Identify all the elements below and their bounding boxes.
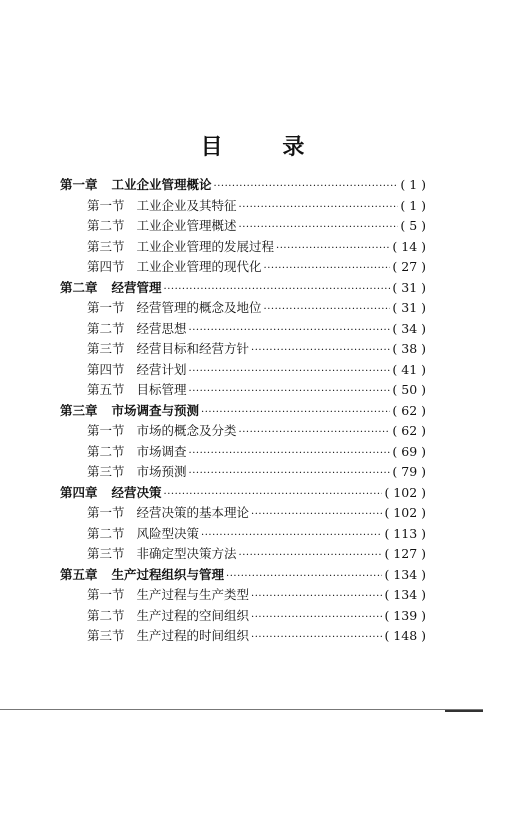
toc-entry-title: 市场的概念及分类 [136, 423, 237, 438]
toc-entry-title: 目标管理 [136, 382, 187, 397]
toc-leader-dots [251, 628, 382, 648]
toc-entry-label: 第二节 [87, 525, 125, 541]
toc-leader-dots [251, 587, 382, 607]
toc-entry-page: ( 134 ) [384, 566, 426, 582]
toc-entry-page: ( 1 ) [400, 197, 426, 213]
toc-entry-page: ( 139 ) [384, 607, 426, 623]
toc-entry-title: 风险型决策 [136, 525, 200, 541]
toc-leader-dots [239, 546, 383, 566]
toc-entry-title: 经营决策 [111, 484, 162, 500]
toc-entry-title: 工业企业管理的发展过程 [136, 238, 275, 254]
toc-section-entry [87, 524, 426, 544]
toc-entry-title: 生产过程与生产类型 [136, 587, 250, 602]
toc-chapter-entry [60, 278, 426, 298]
toc-section-entry [87, 298, 426, 318]
toc-entry-page: ( 134 ) [384, 587, 426, 602]
toc-entry-label: 第三节 [87, 546, 125, 561]
toc-entry-title: 工业企业管理的现代化 [136, 259, 262, 274]
toc-entry-page: ( 34 ) [392, 320, 426, 336]
toc-entry-page: ( 31 ) [392, 279, 426, 295]
toc-leader-dots [214, 177, 399, 197]
toc-section-entry [87, 380, 426, 400]
toc-entry-label: 第一节 [87, 197, 125, 213]
toc-leader-dots [201, 403, 390, 423]
toc-section-entry [87, 257, 426, 277]
toc-entry-label: 第三节 [87, 238, 125, 254]
toc-section-entry [87, 503, 426, 523]
toc-entry-label: 第三节 [87, 464, 125, 479]
toc-chapter-entry [60, 483, 426, 503]
toc-entry-label: 第一章 [60, 177, 98, 192]
toc-section-entry [87, 606, 426, 626]
toc-leader-dots [251, 505, 382, 525]
toc-entry-title: 生产过程的时间组织 [136, 628, 250, 643]
toc-entry-title: 市场调查 [136, 443, 187, 459]
toc-entry-label: 第一节 [87, 300, 125, 315]
toc-leader-dots [251, 341, 390, 361]
toc-entry-label: 第四节 [87, 361, 125, 377]
toc-leader-dots [189, 362, 391, 382]
bottom-rule [0, 709, 483, 710]
toc-entry-label: 第五章 [60, 566, 98, 582]
toc-entry-title: 经营决策的基本理论 [136, 505, 250, 520]
bottom-rule-accent [445, 710, 483, 712]
toc-entry-title: 市场预测 [136, 464, 187, 479]
toc-section-entry [87, 585, 426, 605]
toc-entry-title: 生产过程的空间组织 [136, 607, 250, 623]
toc-entry-page: ( 127 ) [384, 546, 426, 561]
toc-entry-label: 第二节 [87, 443, 125, 459]
toc-section-entry [87, 319, 426, 339]
toc-entry-page: ( 113 ) [384, 525, 426, 541]
toc-entry-label: 第一节 [87, 587, 125, 602]
toc-entry-title: 工业企业及其特征 [136, 197, 237, 213]
toc-entry-page: ( 31 ) [392, 300, 426, 315]
toc-entry-label: 第一节 [87, 423, 125, 438]
toc-section-entry [87, 462, 426, 482]
toc-leader-dots [264, 259, 391, 279]
toc-entry-title: 经营计划 [136, 361, 187, 377]
toc-leader-dots [164, 280, 391, 300]
toc-section-entry [87, 196, 426, 216]
toc-section-entry [87, 216, 426, 236]
toc-chapter-entry [60, 565, 426, 585]
toc-entry-title: 经营管理的概念及地位 [136, 300, 262, 315]
toc-entry-page: ( 62 ) [392, 402, 426, 418]
toc-entry-title: 工业企业管理概述 [136, 218, 237, 233]
toc-section-entry [87, 237, 426, 257]
toc-entry-label: 第四节 [87, 259, 125, 274]
toc-chapter-entry [60, 175, 426, 195]
toc-entry-page: ( 69 ) [392, 443, 426, 459]
toc-entry-title: 生产过程组织与管理 [111, 566, 225, 582]
toc-leader-dots [226, 567, 382, 587]
toc-entry-title: 工业企业管理概论 [111, 177, 212, 192]
toc-leader-dots [164, 485, 383, 505]
toc-entry-page: ( 27 ) [392, 259, 426, 274]
toc-entry-label: 第二节 [87, 320, 125, 336]
toc-leader-dots [189, 382, 391, 402]
toc-leader-dots [189, 444, 391, 464]
toc-leader-dots [189, 321, 391, 341]
toc-entry-label: 第一节 [87, 505, 125, 520]
toc-section-entry [87, 339, 426, 359]
toc-entry-page: ( 62 ) [392, 423, 426, 438]
toc-entry-page: ( 1 ) [400, 177, 426, 192]
toc-entry-page: ( 50 ) [392, 382, 426, 397]
toc-entry-page: ( 14 ) [392, 238, 426, 254]
toc-entry-label: 第三节 [87, 628, 125, 643]
toc-entry-page: ( 79 ) [392, 464, 426, 479]
toc-entry-label: 第三节 [87, 341, 125, 356]
toc-leader-dots [239, 198, 399, 218]
toc-entry-title: 经营管理 [111, 279, 162, 295]
toc-section-entry [87, 544, 426, 564]
toc-leader-dots [264, 300, 391, 320]
toc-entry-page: ( 41 ) [392, 361, 426, 377]
toc-leader-dots [239, 218, 399, 238]
toc-entry-title: 经营目标和经营方针 [136, 341, 250, 356]
page-title: 目 录 [200, 134, 331, 160]
toc-chapter-entry [60, 401, 426, 421]
toc-entry-label: 第二节 [87, 218, 125, 233]
toc-entry-page: ( 38 ) [392, 341, 426, 356]
toc-leader-dots [189, 464, 391, 484]
toc-section-entry [87, 626, 426, 646]
toc-entry-page: ( 148 ) [384, 628, 426, 643]
toc-entry-label: 第三章 [60, 402, 98, 418]
toc-section-entry [87, 421, 426, 441]
toc-leader-dots [201, 526, 382, 546]
toc-entry-page: ( 102 ) [384, 484, 426, 500]
toc-entry-page: ( 5 ) [400, 218, 426, 233]
toc-entry-title: 经营思想 [136, 320, 187, 336]
toc-entry-page: ( 102 ) [384, 505, 426, 520]
toc-entry-label: 第二章 [60, 279, 98, 295]
toc-entry-label: 第四章 [60, 484, 98, 500]
toc-leader-dots [251, 608, 382, 628]
toc-leader-dots [276, 239, 390, 259]
toc-leader-dots [239, 423, 391, 443]
toc-section-entry [87, 360, 426, 380]
toc-entry-label: 第五节 [87, 382, 125, 397]
toc-section-entry [87, 442, 426, 462]
toc-entry-title: 市场调查与预测 [111, 402, 200, 418]
toc-entry-title: 非确定型决策方法 [136, 546, 237, 561]
toc-entry-label: 第二节 [87, 607, 125, 623]
